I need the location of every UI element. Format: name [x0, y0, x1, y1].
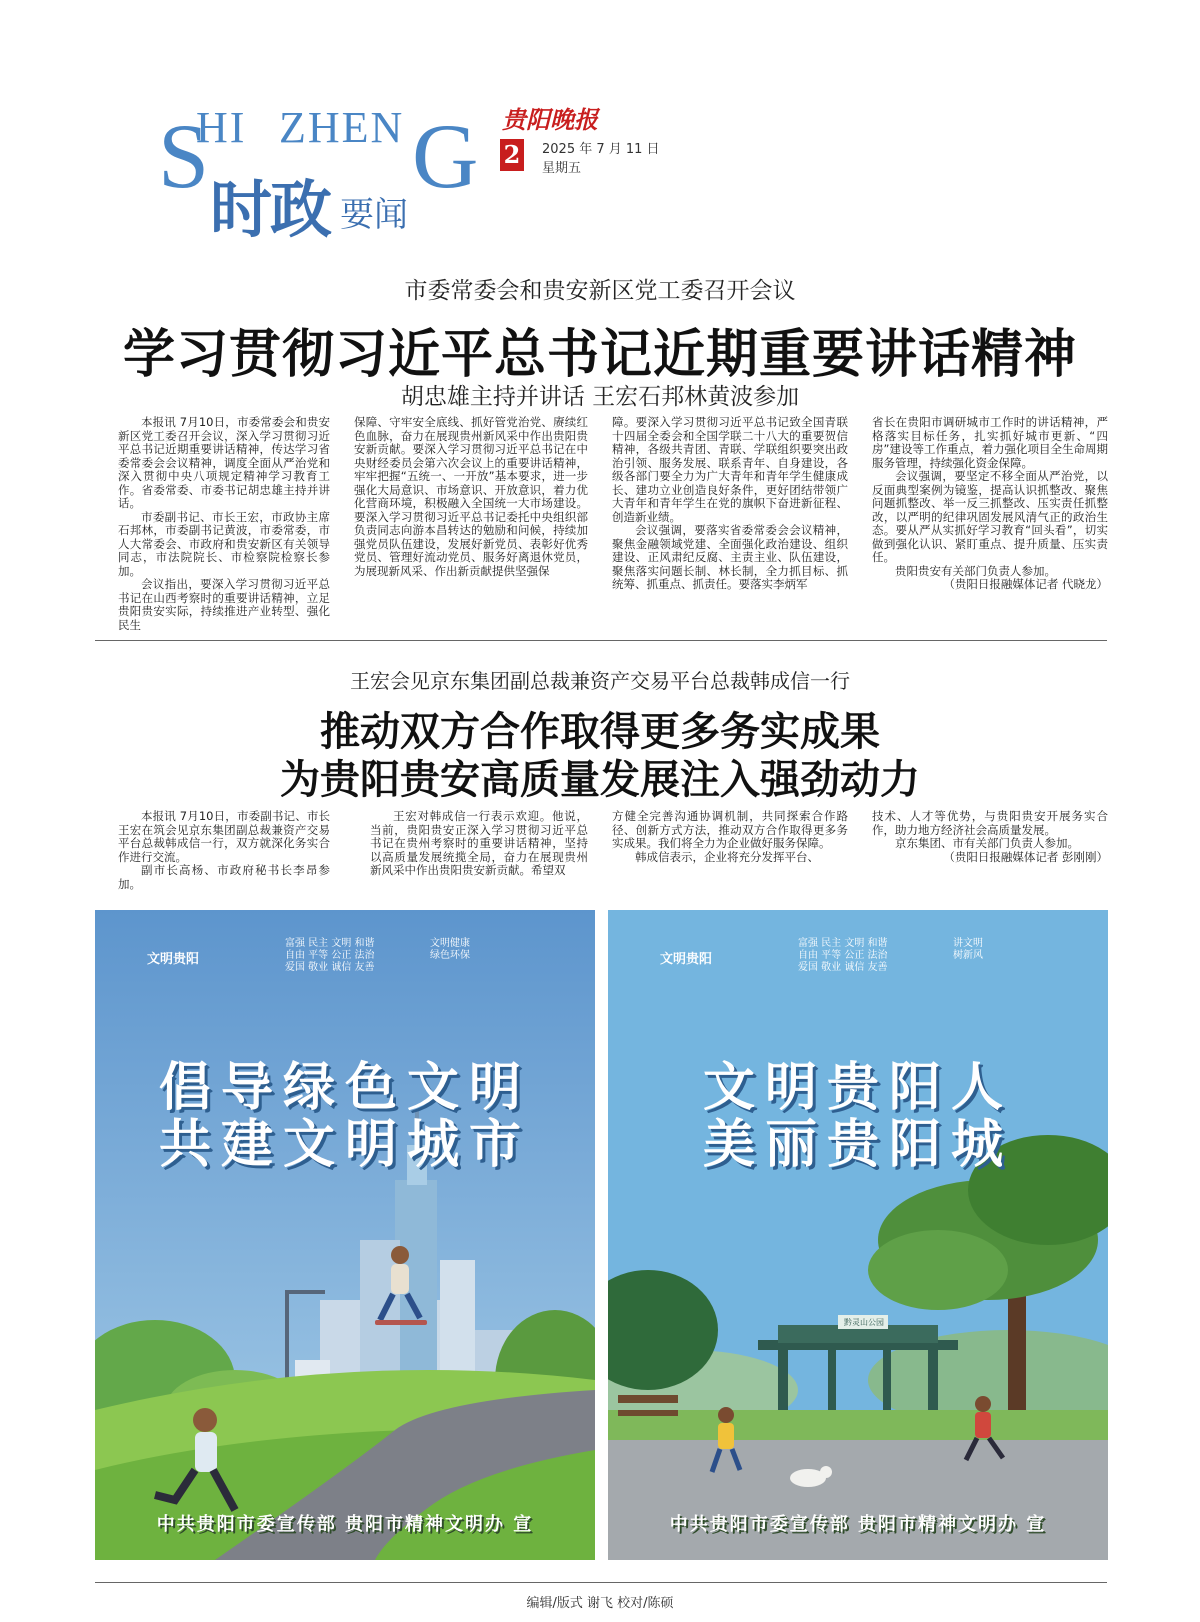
- paragraph: 会议强调，要落实省委常委会会议精神，聚焦金融领域党建、全面强化政治建设、组织建设、正风肃纪反腐、主责主业、队伍建设，聚焦落实问题长制、林长制，全力抓目标、抓统筹、抓重点、抓责任。要落实李炳军: [612, 523, 848, 591]
- section-subtitle: 要闻: [340, 195, 408, 235]
- poster-green-civilization: [95, 910, 595, 1560]
- section-title: 时政: [210, 173, 331, 246]
- article1-column-3: [612, 416, 848, 592]
- newspaper-logo: 贵阳晚报: [502, 105, 598, 134]
- poster-left-values: [285, 938, 375, 974]
- article2-kicker: 王宏会见京东集团副总裁兼资产交易平台总裁韩成信一行: [350, 669, 850, 693]
- paragraph: 障。要深入学习贯彻习近平总书记致全国青联十四届全委会和全国学联二十八大的重要贺信精神，各级共青团、青联、学联组织要突出政治引领、服务发展、联系青年、自身建设，各级各部门要全力为广大青年和青年学生健康成长、建功立业创造良好条件，更好团结带领广大青年和青年学生在党的旗帜下奋进新征程、创造新业绩。: [612, 415, 848, 524]
- paragraph: 省长在贵阳市调研城市工作时的讲话精神，严格落实目标任务，扎实抓好城市更新、“四房”建设等工作重点，着力强化项目全生命周期服务管理，持续强化资金保障。: [872, 415, 1108, 470]
- masthead-letter-g: G: [412, 105, 479, 207]
- poster-left-logo: 文明贵阳: [147, 952, 200, 967]
- values-line: 自由 平等 公正 法治: [798, 950, 888, 961]
- article1-headline: 学习贯彻习近平总书记近期重要讲话精神: [122, 325, 1077, 385]
- paragraph: 技术、人才等优势，与贵阳贵安开展务实合作，助力地方经济社会高质量发展。: [872, 809, 1108, 837]
- tag-line: 讲文明: [953, 938, 983, 949]
- article1-column-4: [872, 416, 1108, 592]
- paragraph: 副市长高杨、市政府秘书长李昂参加。: [118, 863, 330, 891]
- paragraph: 方健全完善沟通协调机制，共同探索合作路径、创新方式方法，推动双方合作取得更多务实成果。我们将全力为企业做好服务保障。: [612, 809, 848, 850]
- poster-left-slogan-line2: 共建文明城市: [158, 1115, 531, 1175]
- masthead-letter-s: S: [158, 105, 210, 207]
- poster-right-slogan-line1: 文明贵阳人: [702, 1058, 1013, 1118]
- poster-right-tag: [953, 938, 983, 962]
- paragraph: 会议强调，要坚定不移全面从严治党，以反面典型案例为镜鉴，提高认识抓整改、聚焦问题抓整改、举一反三抓整改、压实责任抓整改，以严明的纪律巩固发展风清气正的政治生态。要从严从实抓好学习教育“回头看”，切实做到强化认识、紧盯重点、提升质量、压实责任。: [872, 469, 1108, 564]
- park-sign: 黔灵山公园: [844, 1318, 884, 1327]
- poster-left-footer: 中共贵阳市委宣传部 贵阳市精神文明办 宣: [156, 1514, 534, 1535]
- page-number: 2: [500, 139, 524, 171]
- tag-line: 树新风: [953, 950, 983, 961]
- issue-weekday: 星期五: [542, 161, 582, 176]
- values-line: 自由 平等 公正 法治: [285, 950, 375, 961]
- article2-column-3: [612, 810, 848, 864]
- poster-left-tag: [430, 938, 470, 962]
- values-line: 爱国 敬业 诚信 友善: [285, 962, 375, 973]
- masthead-hi: HI: [196, 103, 247, 152]
- page-credits: 编辑/版式 谢飞 校对/陈硕: [526, 1596, 674, 1611]
- article1-kicker: 市委常委会和贵安新区党工委召开会议: [404, 278, 796, 304]
- poster-right-logo: 文明贵阳: [660, 952, 713, 967]
- issue-date: 2025 年 7 月 11 日: [542, 142, 660, 157]
- article2-headline-line1: 推动双方合作取得更多务实成果: [320, 709, 880, 755]
- article2-byline: （贵阳日报融媒体记者 彭刚刚）: [943, 849, 1108, 864]
- paragraph: 会议指出，要深入学习贯彻习近平总书记在山西考察时的重要讲话精神，立足贵阳贵安实际，持续推进产业转型、强化民生: [118, 577, 330, 632]
- poster-right-values: [798, 938, 888, 974]
- paragraph: 本报讯 7月10日，市委常委会和贵安新区党工委召开会议，深入学习贯彻习近平总书记近期重要讲话精神，传达学习省委常委会会议精神，调度全面从严治党和深入贯彻中央八项规定精神学习教育工作。省委常委、市委书记胡忠雄主持并讲话。: [118, 415, 330, 510]
- poster-left-illustration: [95, 910, 595, 1560]
- article2-column-2: [370, 810, 588, 878]
- article2-column-1: [118, 810, 330, 891]
- paragraph: 本报讯 7月10日，市委副书记、市长王宏在筑会见京东集团副总裁兼资产交易平台总裁韩成信一行，双方就深化务实合作进行交流。: [118, 809, 330, 864]
- poster-right-illustration: [608, 910, 1108, 1560]
- values-line: 爱国 敬业 诚信 友善: [798, 962, 888, 973]
- article1-subhead: 胡忠雄主持并讲话 王宏石邦林黄波参加: [400, 384, 800, 410]
- article1-column-1: [118, 416, 330, 632]
- poster-right-slogan-line2: 美丽贵阳城: [702, 1115, 1013, 1175]
- poster-right-footer: 中共贵阳市委宣传部 贵阳市精神文明办 宣: [669, 1514, 1047, 1535]
- paragraph: 韩成信表示，企业将充分发挥平台、: [635, 849, 819, 864]
- poster-left-slogan-line1: 倡导绿色文明: [158, 1058, 531, 1118]
- paragraph: 京东集团、市有关部门负责人参加。: [895, 836, 1079, 850]
- masthead-zheng: ZHEN: [279, 103, 405, 152]
- tag-line: 文明健康: [430, 938, 470, 949]
- paragraph: 市委副书记、市长王宏，市政协主席石邦林，市委副书记黄波，市委常委，市人大常委会、市政府和贵安新区有关领导同志，市法院院长、市检察院检察长参加。: [118, 509, 330, 578]
- article2-column-4: [872, 810, 1108, 864]
- divider: [95, 640, 1107, 641]
- values-line: 富强 民主 文明 和谐: [285, 938, 375, 949]
- article1-byline: （贵阳日报融媒体记者 代晓龙）: [943, 577, 1108, 591]
- tag-line: 绿色环保: [430, 950, 470, 961]
- article1-column-2: [354, 416, 588, 578]
- paragraph: 保障、守牢安全底线、抓好管党治党、赓续红色血脉，奋力在展现贵州新风采中作出贵阳贵安新贡献。要深入学习贯彻习近平总书记在中央财经委员会第六次会议上的重要讲话精神，牢牢把握“五统一、一开放”基本要求，进一步强化大局意识、市场意识、开放意识，着力优化营商环境，积极融入全国统一大市场建设。要深入学习贯彻习近平总书记委托中央组织部负责同志向游本昌转达的勉励和问候，持续加强党员队伍建设，发展好新党员、表彰好优秀党员、管理好流动党员、服务好离退休党员，为展现新风采、作出新贡献提供坚强保: [354, 415, 588, 578]
- paragraph: 王宏对韩成信一行表示欢迎。他说，当前，贵阳贵安正深入学习贯彻习近平总书记在贵州考察时的重要讲话精神，坚持以高质量发展统揽全局，奋力在展现贵州新风采中作出贵阳贵安新贡献。希望双: [370, 809, 588, 877]
- article2-headline-line2: 为贵阳贵安高质量发展注入强劲动力: [280, 757, 920, 803]
- paragraph: 贵阳贵安有关部门负责人参加。: [895, 563, 1056, 578]
- values-line: 富强 民主 文明 和谐: [798, 938, 888, 949]
- poster-civilized-guiyang: [608, 910, 1108, 1560]
- divider: [95, 1582, 1107, 1583]
